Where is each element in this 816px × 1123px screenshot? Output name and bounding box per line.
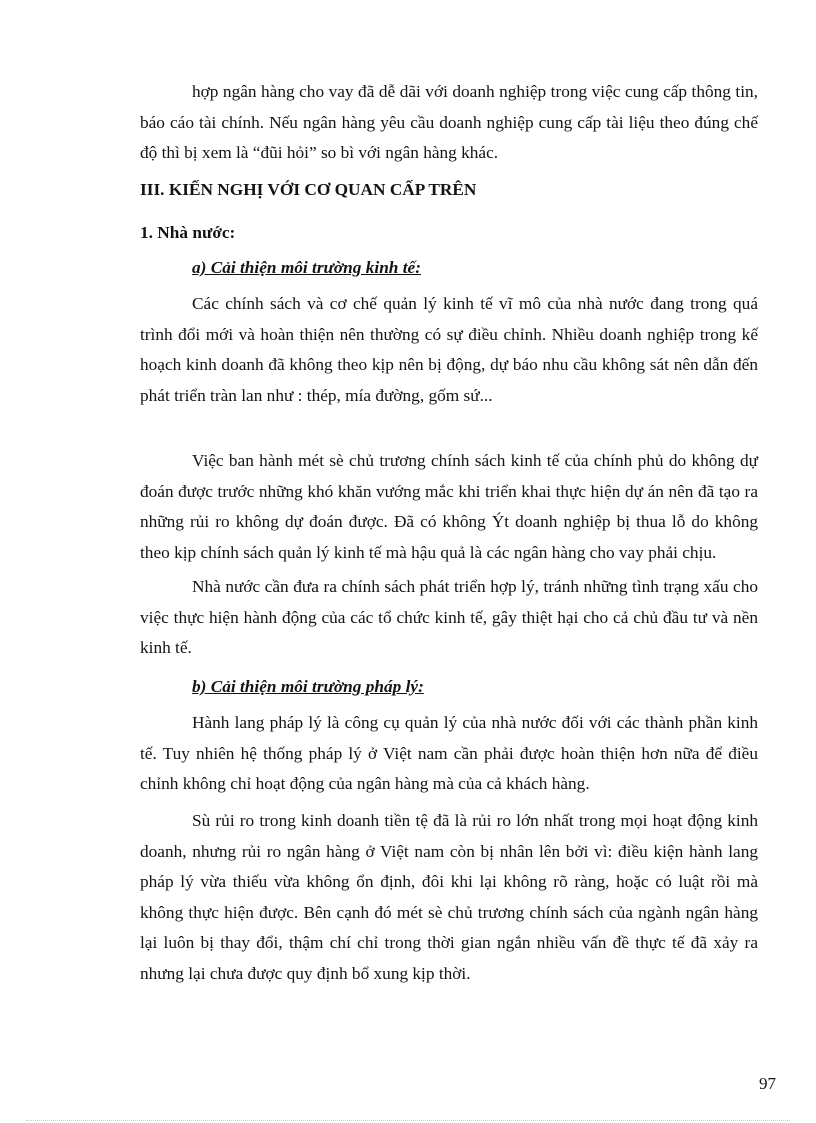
part-a-paragraph-3: Nhà nước cần đưa ra chính sách phát triển hợp lý, tránh những tình trạng xấu cho việc thực hiện hành động của các tổ chức kinh tế, gây thiệt hại cho cả chủ đầu tư và nền kinh tế. xyxy=(140,577,758,657)
part-a-heading: a) Cải thiện môi trường kinh tế: xyxy=(192,258,421,277)
subsection-heading: 1. Nhà nước: xyxy=(140,223,236,242)
section-heading: III. KIẾN NGHỊ VỚI CƠ QUAN CẤP TRÊN xyxy=(140,180,477,199)
part-b-heading: b) Cải thiện môi trường pháp lý: xyxy=(192,677,424,696)
page-bottom-divider xyxy=(26,1120,790,1121)
part-b-paragraph-1: Hành lang pháp lý là công cụ quản lý của nhà nước đối với các thành phần kinh tế. Tuy nhiên hệ thống pháp lý ở Việt nam cần phải được hoàn thiện hơn nữa để điều chỉnh không chỉ hoạt động của ngân hàng mà của cả khách hàng. xyxy=(140,713,758,793)
intro-paragraph: hợp ngân hàng cho vay đã dễ dãi với doanh nghiệp trong việc cung cấp thông tin, báo cáo tài chính. Nếu ngân hàng yêu cầu doanh nghiệp cung cấp tài liệu theo đúng chế độ thì bị xem là “đũi hỏi” so bì với ngân hàng khác. xyxy=(140,82,758,162)
part-a-paragraph-1: Các chính sách và cơ chế quản lý kinh tế vĩ mô của nhà nước đang trong quá trình đổi mới và hoàn thiện nên thường có sự điều chỉnh. Nhiều doanh nghiệp trong kế hoạch kinh doanh đã không theo kịp nên bị động, dự báo nhu cầu không sát nên dẫn đến phát triển tràn lan như : thép, mía đường, gốm sứ... xyxy=(140,294,758,405)
part-b-paragraph-2: Sù rủi ro trong kinh doanh tiền tệ đã là rủi ro lớn nhất trong mọi hoạt động kinh doanh, nhưng rủi ro ngân hàng ở Việt nam còn bị nhân lên bởi vì: điều kiện hành lang pháp lý vừa thiếu vừa không ổn định, đôi khi lại không rõ ràng, hoặc có luật rồi mà không thực hiện được. Bên cạnh đó mét sè chủ trương chính sách của ngành ngân hàng lại luôn bị thay đổi, thậm chí chỉ trong thời gian ngắn nhiều vấn đề thực tế đã xảy ra nhưng lại chưa được quy định bổ xung kịp thời. xyxy=(140,811,758,983)
page-number: 97 xyxy=(759,1074,776,1093)
part-a-paragraph-2: Việc ban hành mét sè chủ trương chính sách kinh tế của chính phủ do không dự đoán được trước những khó khăn vướng mắc khi triển khai thực hiện dự án nên đã tạo ra những rủi ro không dự đoán được. Đã có không Ýt doanh nghiệp bị thua lỗ do không theo kịp chính sách quản lý kinh tế mà hậu quả là các ngân hàng cho vay phải chịu. xyxy=(140,451,758,562)
